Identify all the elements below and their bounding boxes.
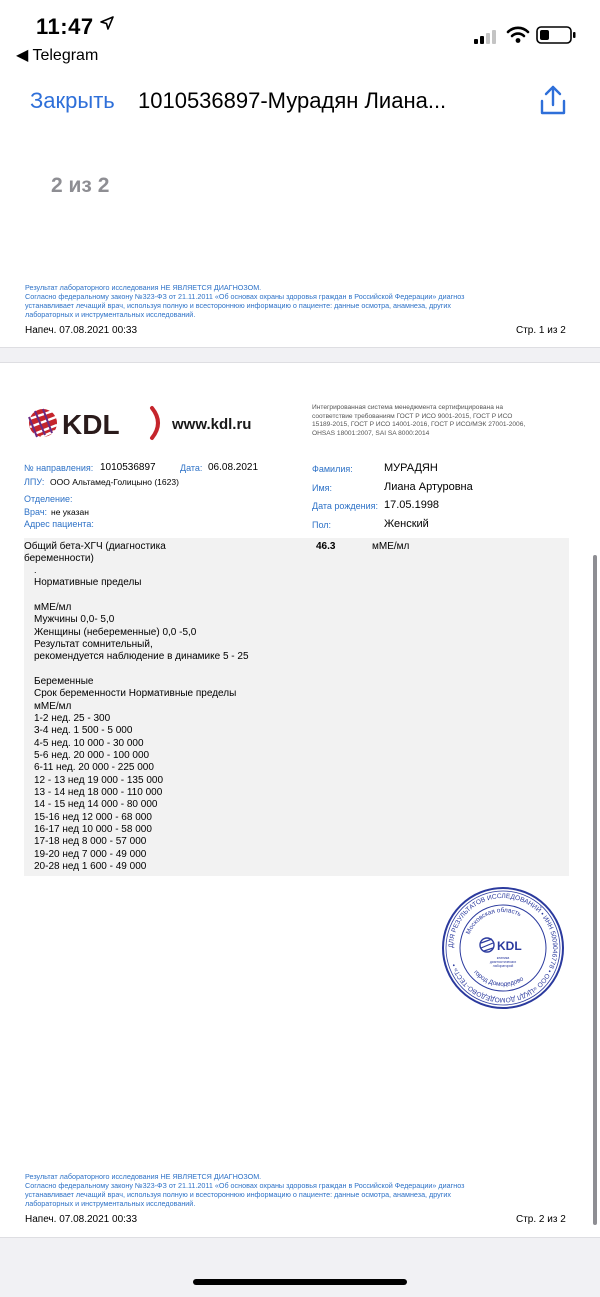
share-button[interactable] [538, 84, 568, 116]
disclaimer-line: устанавливает лечащий врач, используя полную и всестороннюю информацию о пациенте: данные осмотра, анамнеза, других [25, 1190, 451, 1199]
page-separator [0, 347, 600, 363]
share-icon [538, 84, 568, 116]
surname-label: Фамилия: [312, 464, 353, 474]
pregnancy-row: 3-4 нед. 1 500 - 5 000 [34, 725, 133, 737]
disclaimer-line: Согласно федеральному закону №323-ФЗ от 21.11.2011 «Об основах охраны здоровья граждан в Российской Федерации» диагноз [25, 292, 465, 301]
kdl-website[interactable]: www.kdl.ru [172, 416, 252, 433]
stamp-sub: лабораторий [492, 964, 514, 968]
iso-line: 15189-2015, ГОСТ Р ИСО 14001-2016, ГОСТ Р ИСО/МЭК 27001-2006, [312, 421, 526, 429]
pregnancy-ranges [34, 676, 236, 874]
pregnancy-row: 13 - 14 нед 18 000 - 110 000 [34, 787, 163, 799]
page-counter: 2 из 2 [51, 174, 110, 197]
close-button[interactable]: Закрыть [30, 88, 115, 113]
stamp-sub: клиника [496, 956, 510, 960]
page-number: Стр. 1 из 2 [516, 325, 566, 336]
svg-text:город Домодедово [472, 969, 525, 988]
document-nav-bar [0, 80, 600, 124]
doctor-label: Врач: [24, 507, 48, 517]
referral-number: 1010536897 [100, 462, 156, 473]
address-label: Адрес пациента: [24, 519, 94, 529]
print-date: Напеч. 07.08.2021 00:33 [25, 325, 138, 336]
svg-text:Московская область [465, 906, 523, 936]
ref-heading: Нормативные пределы [34, 577, 142, 588]
page-separator [0, 1237, 600, 1297]
pregnancy-row: 5-6 нед. 20 000 - 100 000 [34, 750, 150, 762]
reference-ranges-general [34, 602, 249, 664]
status-time: 11:47 [36, 14, 94, 39]
pregnant-unit: мМЕ/мл [34, 700, 72, 712]
name-label: Имя: [312, 483, 333, 493]
disclaimer-line: Результат лабораторного исследования НЕ ЯВЛЯЕТСЯ ДИАГНОЗОМ. [25, 1172, 262, 1181]
ref-men: Мужчины 0,0- 5,0 [34, 614, 115, 626]
test-unit: мМЕ/мл [372, 541, 410, 552]
pregnant-heading: Беременные [34, 676, 94, 687]
pregnancy-row: 6-11 нед. 20 000 - 225 000 [34, 762, 154, 774]
pregnancy-row: 17-18 нед 8 000 - 57 000 [34, 836, 147, 848]
stamp-sub: диагностических [489, 960, 517, 964]
disclaimer-page1 [25, 283, 545, 319]
location-arrow-icon [100, 16, 114, 30]
battery-icon [536, 26, 576, 44]
pregnancy-row: 1-2 нед. 25 - 300 [34, 713, 111, 725]
date-label: Дата: [180, 463, 203, 473]
sex-value: Женский [384, 518, 429, 530]
pregnancy-row: 20-28 нед 1 600 - 49 000 [34, 861, 147, 873]
disclaimer-page2 [25, 1172, 545, 1208]
test-name: Общий бета-ХГЧ (диагностика беременности) [24, 541, 166, 564]
surname-value: МУРАДЯН [384, 462, 438, 474]
document-title: 1010536897-Мурадян Лиана... [138, 88, 447, 113]
dob-value: 17.05.1998 [384, 499, 440, 511]
disclaimer-line: лабораторных и инструментальных исследований. [25, 1199, 196, 1208]
ref-doubtful: рекомендуется наблюдение в динамике 5 - 25 [34, 651, 249, 663]
home-indicator[interactable] [193, 1279, 407, 1285]
laboratory-stamp [440, 885, 566, 1011]
ref-women: Женщины (небеременные) 0,0 -5,0 [34, 626, 197, 638]
pregnant-columns: Срок беременности Нормативные пределы [34, 688, 237, 700]
kdl-logo [24, 404, 174, 442]
logo-text: KDL [62, 409, 120, 440]
test-value: 46.3 [316, 541, 336, 552]
scrollbar[interactable] [593, 555, 597, 1225]
stamp-region: Московская область [464, 906, 523, 936]
lpu-value: ООО Альтамед-Голицыно (1623) [50, 477, 179, 487]
iso-line: соответствие требованиям ГОСТ Р ИСО 9001-2015, ГОСТ Р ИСО [312, 412, 513, 420]
disclaimer-line: Результат лабораторного исследования НЕ ЯВЛЯЕТСЯ ДИАГНОЗОМ. [25, 283, 262, 292]
stamp-logo: KDL [497, 939, 522, 953]
disclaimer-line: Согласно федеральному закону №323-ФЗ от 21.11.2011 «Об основах охраны здоровья граждан в Российской Федерации» диагноз [25, 1181, 465, 1190]
iso-line: Интегрированная система менеджмента сертифицирована на [312, 404, 503, 411]
back-to-telegram-link[interactable]: ◀ Telegram [16, 47, 99, 64]
stamp-ring-text: ДЛЯ РЕЗУЛЬТАТОВ ИССЛЕДОВАНИЙ • ИНН 5009046778 • ООО «ЦКДЛ ДОМОДЕДОВО-ТЕСТ» • [447, 892, 559, 1004]
lpu-label: ЛПУ: [24, 477, 45, 487]
disclaimer-line: лабораторных и инструментальных исследований. [25, 310, 196, 319]
pregnancy-row: 19-20 нед 7 000 - 49 000 [34, 848, 147, 860]
pregnancy-row: 16-17 нед 10 000 - 58 000 [34, 824, 152, 836]
name-value: Лиана Артуровна [384, 481, 473, 493]
iso-certification-text [312, 404, 580, 438]
cellular-signal-icon [474, 30, 500, 44]
ref-dot: . [34, 565, 37, 575]
reference-ranges [34, 577, 142, 589]
stamp-city: город Домодедово [472, 968, 525, 989]
ref-doubtful: Результат сомнительный, [34, 639, 153, 651]
department-label: Отделение: [24, 494, 73, 504]
disclaimer-line: устанавливает лечащий врач, используя полную и всестороннюю информацию о пациенте: данные осмотра, анамнеза, других [25, 301, 451, 310]
doctor-value: не указан [51, 507, 89, 517]
iso-line: OHSAS 18001:2007, SAI SA 8000:2014 [312, 429, 430, 437]
referral-date: 06.08.2021 [208, 462, 259, 473]
pregnancy-row: 4-5 нед. 10 000 - 30 000 [34, 737, 144, 749]
page-number: Стр. 2 из 2 [516, 1214, 566, 1225]
pregnancy-row: 14 - 15 нед 14 000 - 80 000 [34, 799, 158, 811]
sex-label: Пол: [312, 520, 332, 530]
dob-label: Дата рождения: [312, 501, 378, 511]
ref-unit: мМЕ/мл [34, 602, 72, 613]
referral-label: № направления: [24, 463, 94, 473]
pregnancy-row: 12 - 13 нед 19 000 - 135 000 [34, 774, 164, 786]
wifi-icon [506, 26, 530, 44]
print-date: Напеч. 07.08.2021 00:33 [25, 1214, 138, 1225]
pregnancy-row: 15-16 нед 12 000 - 68 000 [34, 811, 152, 823]
status-bar [0, 0, 600, 70]
